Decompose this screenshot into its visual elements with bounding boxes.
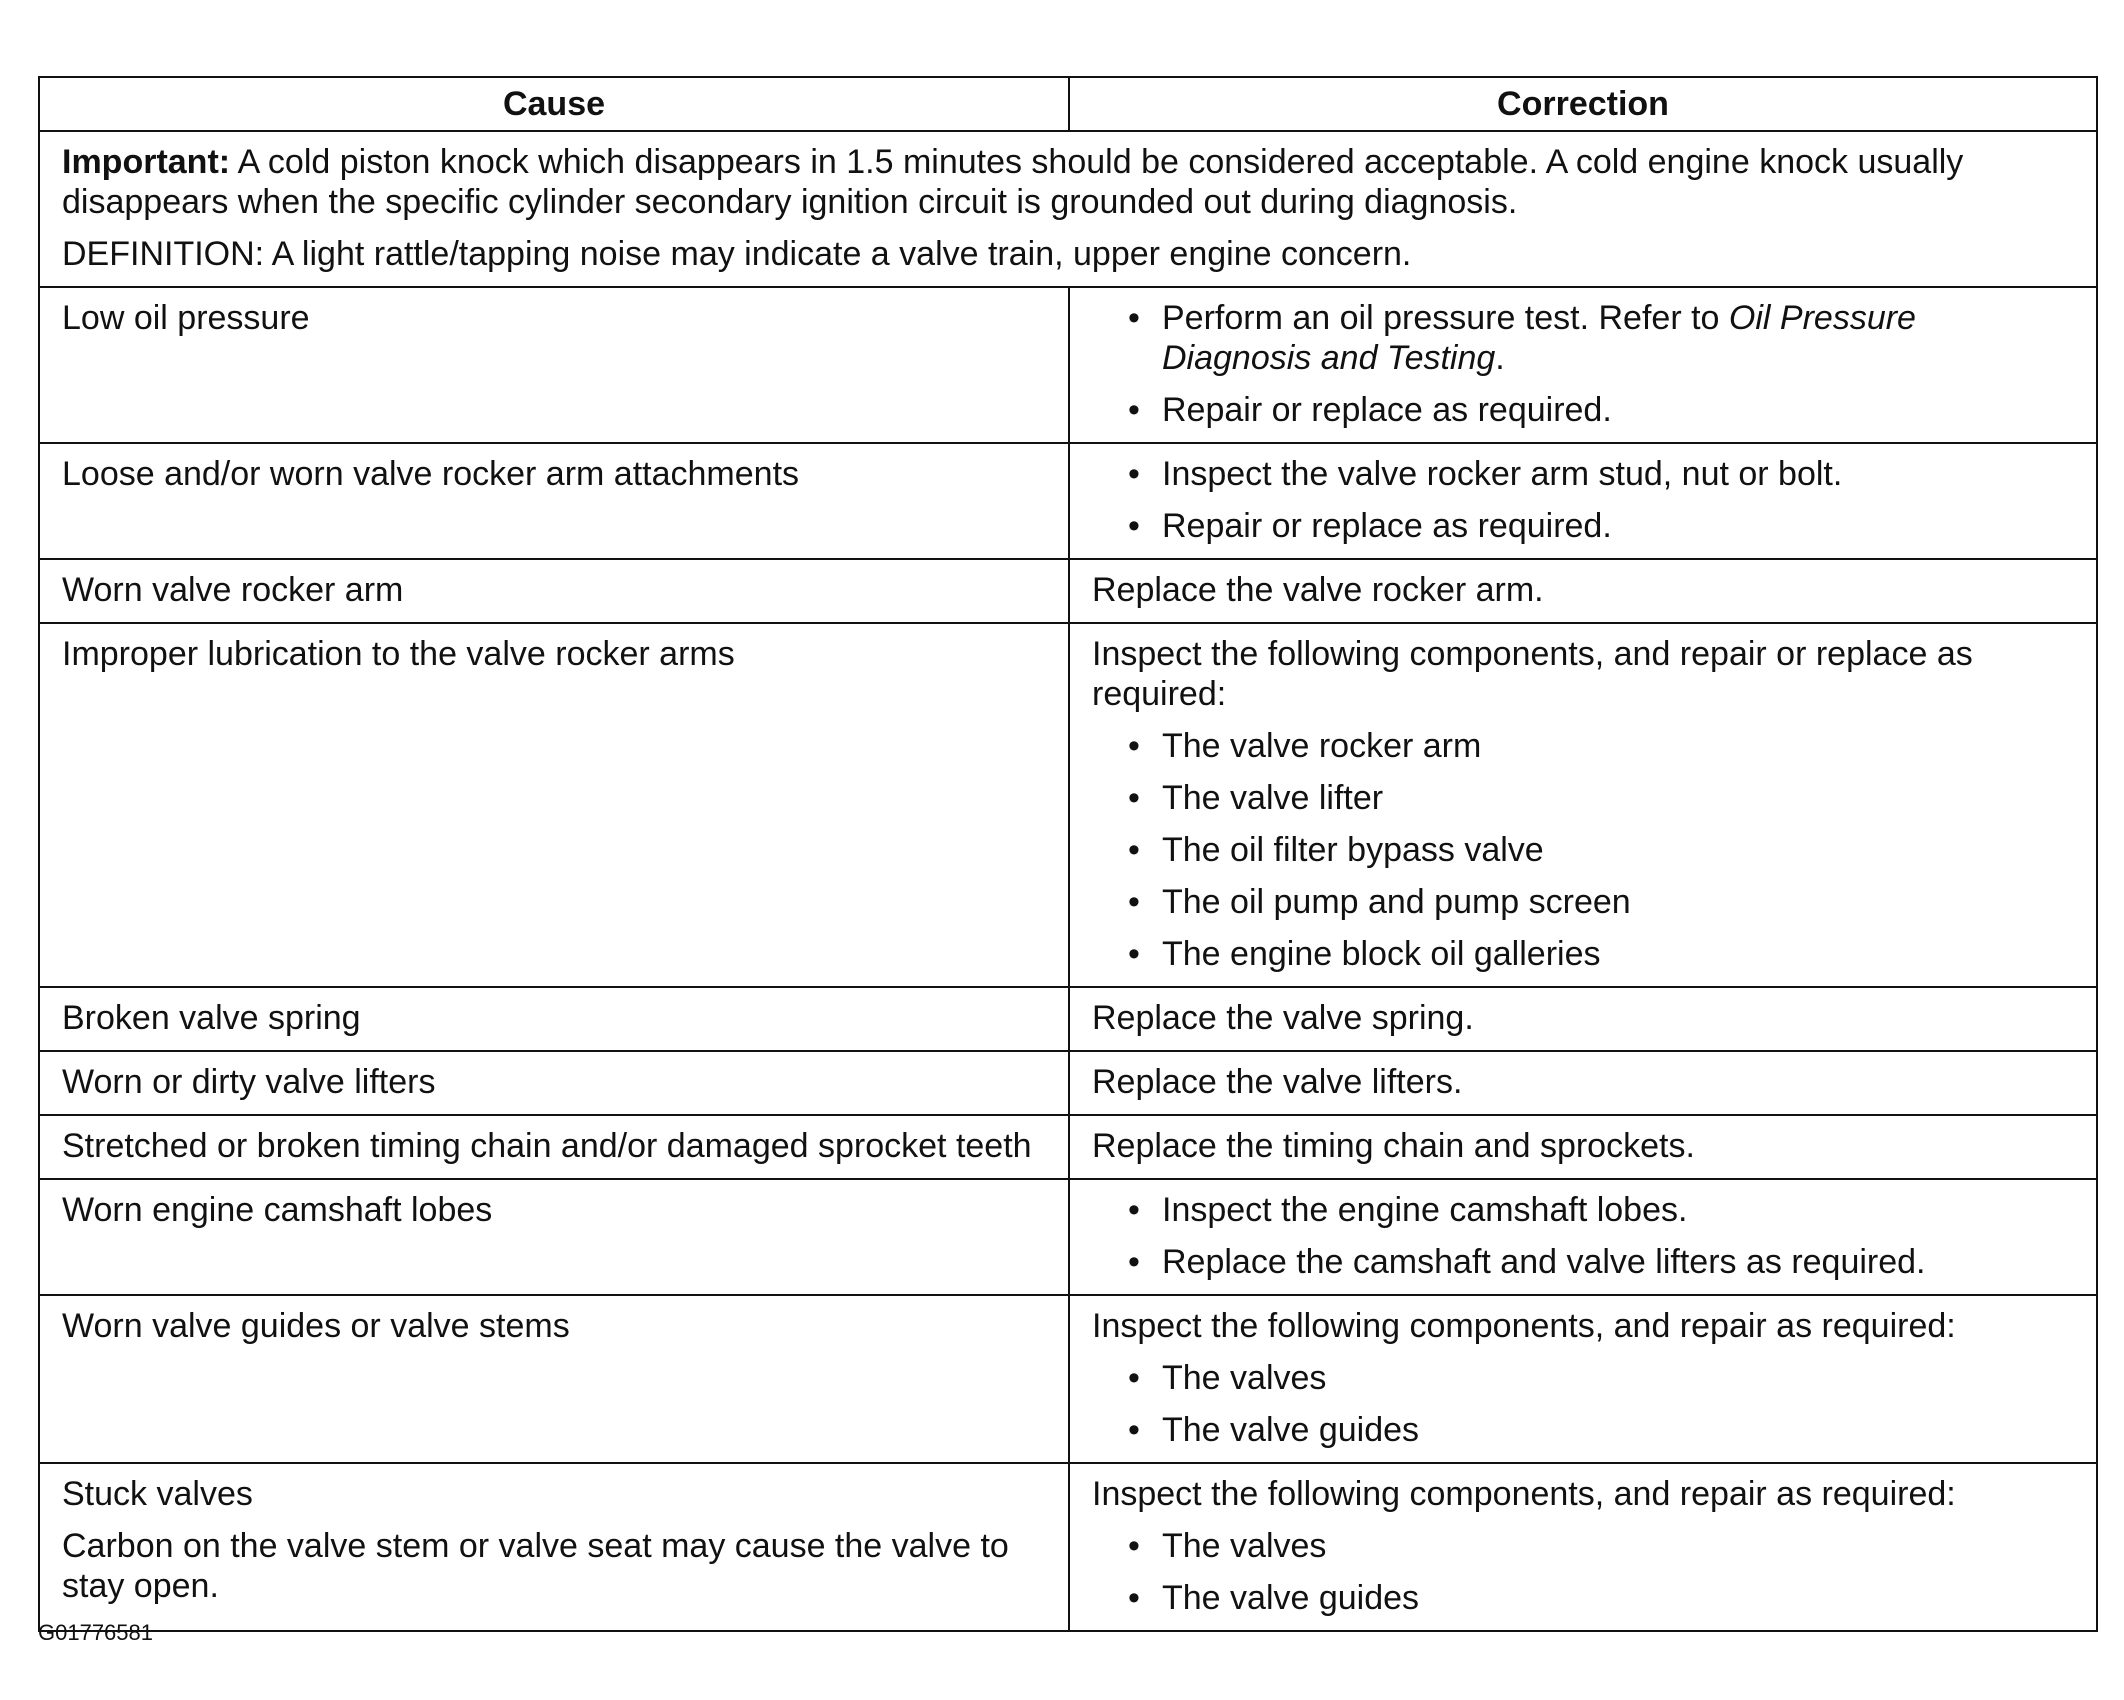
list-item	[1092, 506, 2074, 546]
list-item	[1092, 1578, 2074, 1618]
correction-text: Inspect the following components, and repair or replace as required:	[1092, 635, 1973, 713]
correction-cell	[1069, 287, 2097, 443]
table-header	[39, 77, 2097, 131]
correction-text: Replace the valve spring.	[1092, 999, 1474, 1037]
list-item-text: The oil filter bypass valve	[1162, 831, 1544, 869]
correction-column-header: Correction	[1069, 77, 2097, 131]
correction-cell	[1069, 1295, 2097, 1463]
cause-note: Carbon on the valve stem or valve seat may cause the valve to stay open.	[62, 1527, 1009, 1605]
list-item	[1092, 1190, 2074, 1230]
cause-cell	[39, 623, 1069, 987]
list-item-text: The valve guides	[1162, 1411, 1420, 1449]
table-row	[39, 623, 2097, 987]
list-item	[1092, 882, 2074, 922]
table-row	[39, 559, 2097, 623]
important-text: A cold piston knock which disappears in 1.5 minutes should be considered acceptable. A cold engine knock usually disappears when the specific cylinder secondary ignition circuit is grounded out during diagnosis.	[62, 143, 1964, 221]
cause-cell	[39, 1295, 1069, 1463]
correction-list	[1092, 1526, 2074, 1618]
list-item-text: The engine block oil galleries	[1162, 935, 1601, 973]
table-row	[39, 1295, 2097, 1463]
list-item	[1092, 934, 2074, 974]
correction-list	[1092, 1358, 2074, 1450]
list-item-text: Inspect the valve rocker arm stud, nut or bolt.	[1162, 455, 1843, 493]
cause-cell	[39, 1463, 1069, 1631]
cause-text: Improper lubrication to the valve rocker arms	[62, 635, 735, 673]
note-cell	[39, 131, 2097, 287]
definition-note: DEFINITION: A light rattle/tapping noise may indicate a valve train, upper engine concern.	[62, 235, 1412, 273]
list-item	[1092, 830, 2074, 870]
list-item	[1092, 1358, 2074, 1398]
correction-list	[1092, 726, 2074, 974]
cause-cell	[39, 987, 1069, 1051]
list-item-text: Repair or replace as required.	[1162, 391, 1612, 429]
table-row	[39, 1115, 2097, 1179]
table-body	[39, 131, 2097, 1631]
correction-cell	[1069, 559, 2097, 623]
table-row	[39, 287, 2097, 443]
cause-text: Worn engine camshaft lobes	[62, 1191, 493, 1229]
correction-cell	[1069, 1463, 2097, 1631]
correction-text: Inspect the following components, and repair as required:	[1092, 1307, 1956, 1345]
list-item-text: The valve guides	[1162, 1579, 1420, 1617]
cause-text: Worn or dirty valve lifters	[62, 1063, 436, 1101]
reference-link-text: Oil Pressure Diagnosis and Testing	[1162, 299, 1916, 377]
correction-text: Replace the valve rocker arm.	[1092, 571, 1544, 609]
header-row	[39, 77, 2097, 131]
list-item	[1092, 778, 2074, 818]
cause-cell	[39, 1179, 1069, 1295]
list-item	[1092, 390, 2074, 430]
important-label: Important:	[62, 143, 231, 181]
list-item-text: The valves	[1162, 1527, 1327, 1565]
list-item	[1092, 1526, 2074, 1566]
cause-column-header: Cause	[39, 77, 1069, 131]
list-item-text: Inspect the engine camshaft lobes.	[1162, 1191, 1688, 1229]
cause-text: Worn valve guides or valve stems	[62, 1307, 570, 1345]
list-item	[1092, 1242, 2074, 1282]
diagnosis-table	[38, 76, 2098, 1632]
correction-cell	[1069, 1051, 2097, 1115]
list-item	[1092, 1410, 2074, 1450]
list-item-text: The oil pump and pump screen	[1162, 883, 1631, 921]
correction-cell	[1069, 623, 2097, 987]
cause-text: Low oil pressure	[62, 299, 310, 337]
cause-text: Worn valve rocker arm	[62, 571, 404, 609]
correction-cell	[1069, 1115, 2097, 1179]
note-row	[39, 131, 2097, 287]
list-item-text: The valve rocker arm	[1162, 727, 1482, 765]
correction-text: Replace the valve lifters.	[1092, 1063, 1463, 1101]
cause-cell	[39, 559, 1069, 623]
important-note	[62, 142, 2074, 222]
cause-text: Stuck valves	[62, 1475, 253, 1513]
table-row	[39, 987, 2097, 1051]
list-item-text: The valves	[1162, 1359, 1327, 1397]
list-item-tail: .	[1495, 339, 1505, 377]
correction-cell	[1069, 1179, 2097, 1295]
cause-text: Broken valve spring	[62, 999, 361, 1037]
list-item-text: Repair or replace as required.	[1162, 507, 1612, 545]
table-row	[39, 1051, 2097, 1115]
correction-list	[1092, 298, 2074, 430]
figure-id: G01776581	[38, 1620, 153, 1645]
correction-text: Inspect the following components, and repair as required:	[1092, 1475, 1956, 1513]
cause-cell	[39, 1115, 1069, 1179]
cause-text: Stretched or broken timing chain and/or damaged sprocket teeth	[62, 1127, 1032, 1165]
list-item-text: Perform an oil pressure test. Refer to	[1162, 299, 1729, 337]
list-item-text: Replace the camshaft and valve lifters as required.	[1162, 1243, 1926, 1281]
table-row	[39, 1179, 2097, 1295]
cause-cell	[39, 287, 1069, 443]
cause-cell	[39, 443, 1069, 559]
table-row	[39, 443, 2097, 559]
table-row	[39, 1463, 2097, 1631]
list-item-text: The valve lifter	[1162, 779, 1384, 817]
cause-text: Loose and/or worn valve rocker arm attachments	[62, 455, 800, 493]
correction-text: Replace the timing chain and sprockets.	[1092, 1127, 1695, 1165]
correction-cell	[1069, 987, 2097, 1051]
correction-cell	[1069, 443, 2097, 559]
list-item	[1092, 726, 2074, 766]
correction-list	[1092, 1190, 2074, 1282]
cause-cell	[39, 1051, 1069, 1115]
correction-list	[1092, 454, 2074, 546]
list-item	[1092, 298, 2074, 378]
list-item	[1092, 454, 2074, 494]
